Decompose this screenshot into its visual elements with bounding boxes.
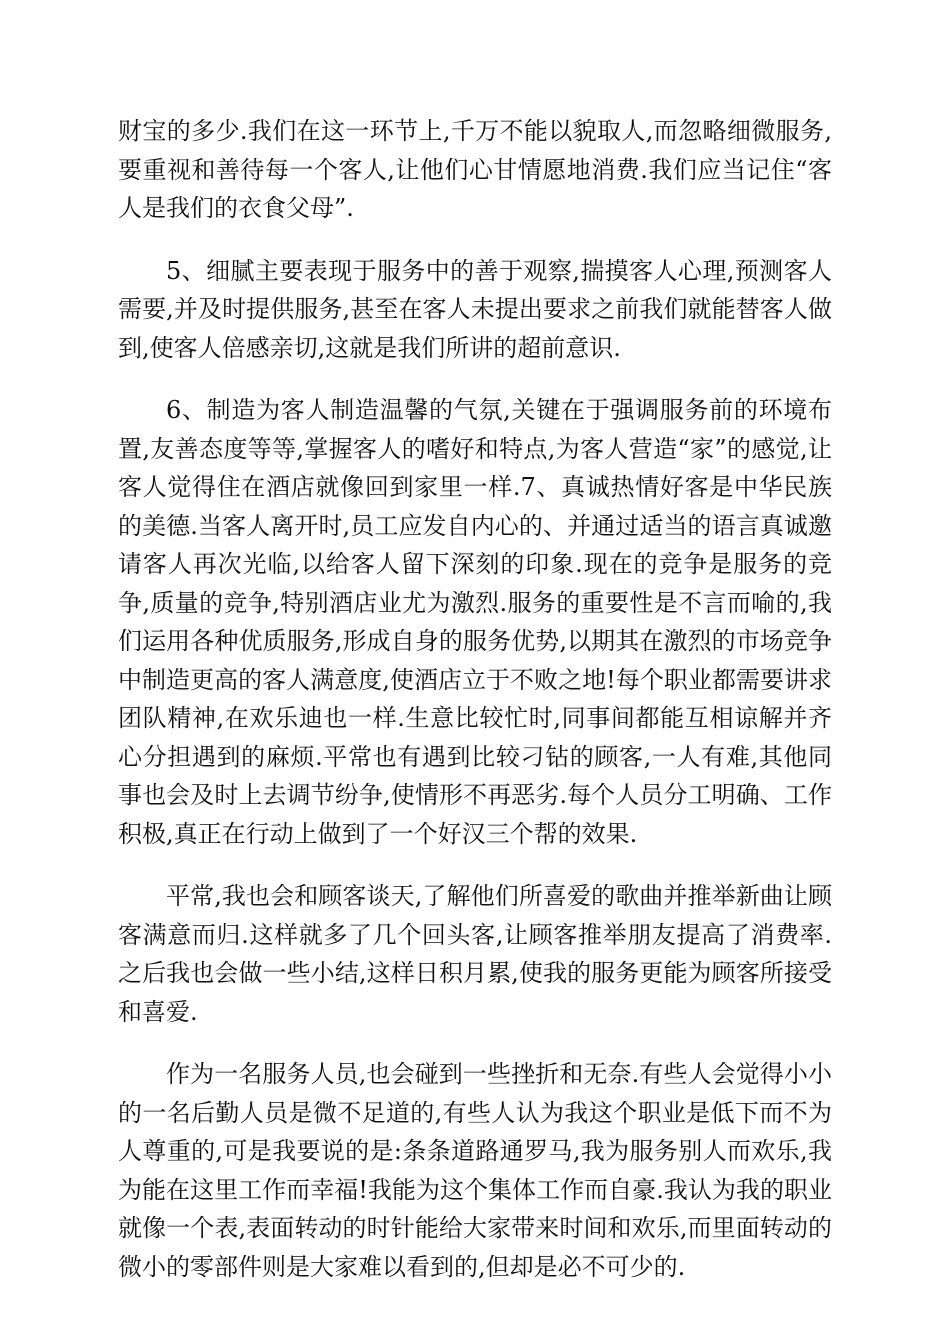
paragraph-service-staff-reflection: 作为一名服务人员,也会碰到一些挫折和无奈.有些人会觉得小小的一名后勤人员是微不足道的,有些人认为我这个职业是低下而不为人尊重的,可是我要说的是:条条道路通罗马,我为服务别人而欢乐,我为能在这里工作而幸福!我能为这个集体工作而自豪.我认为我的职业就像一个表,表面转动的时针能给大家带来时间和欢乐,而里面转动的微小的零部件则是大家难以看到的,但却是必不可少的. (118, 1060, 832, 1281)
paragraph-6-atmosphere: 6、制造为客人制造温馨的气氛,关键在于强调服务前的环境布置,友善态度等等,掌握客人的嗜好和特点,为客人营造“家”的感觉,让客人觉得住在酒店就像回到家里一样.7、真诚热情好客是中华民族的美德.当客人离开时,员工应发自内心的、并通过适当的语言真诚邀请客人再次光临,以给客人留下深刻的印象.现在的竞争是服务的竞争,质量的竞争,特别酒店业尤为激烈.服务的重要性是不言而喻的,我们运用各种优质服务,形成自身的服务优势,以期其在激烈的市场竞争中制造更高的客人满意度,使酒店立于不败之地!每个职业都需要讲求团队精神,在欢乐迪也一样.生意比较忙时,同事间都能互相谅解并齐心分担遇到的麻烦.平常也有遇到比较刁钻的顾客,一人有难,其他同事也会及时上去调节纷争,使情形不再恶劣.每个人员分工明确、工作积极,真正在行动上做到了一个好汉三个帮的效果. (118, 396, 832, 848)
paragraph-continuation: 财宝的多少.我们在这一环节上,千万不能以貌取人,而忽略细微服务,要重视和善待每一个客人,让他们心甘情愿地消费.我们应当记住“客人是我们的衣食父母”. (118, 117, 832, 222)
paragraph-chatting-with-customers: 平常,我也会和顾客谈天,了解他们所喜爱的歌曲并推举新曲让顾客满意而归.这样就多了几个回头客,让顾客推举朋友提高了消费率.之后我也会做一些小结,这样日积月累,使我的服务更能为顾客所接受和喜爱. (118, 882, 832, 1026)
paragraph-5-delicacy: 5、细腻主要表现于服务中的善于观察,揣摸客人心理,预测客人需要,并及时提供服务,甚至在客人未提出要求之前我们就能替客人做到,使客人倍感亲切,这就是我们所讲的超前意识. (118, 256, 832, 362)
